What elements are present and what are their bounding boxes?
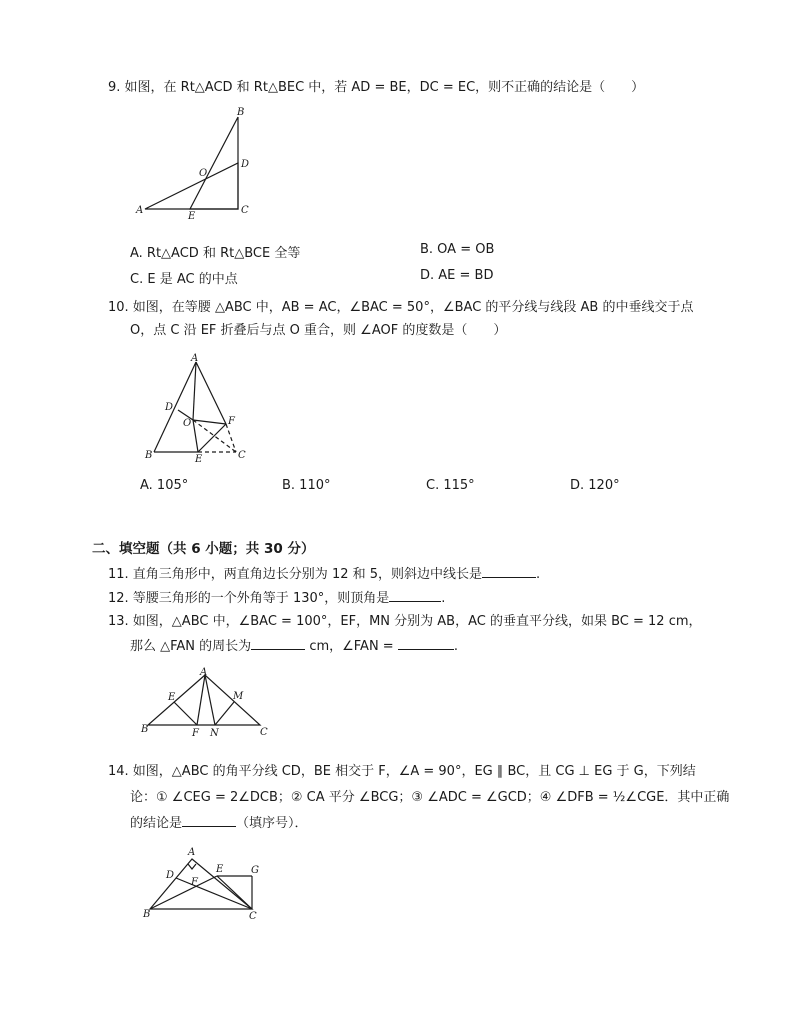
q12-stem: 12. 等腰三角形的一个外角等于 130°，则顶角是 (108, 591, 390, 606)
q14-stem-part-b: （填序号）． (236, 816, 308, 831)
q13-segment-af (197, 675, 205, 725)
q14-figure (140, 843, 275, 928)
q14-label-f: F (191, 877, 198, 888)
q13-stem-line1: 13. 如图，△ABC 中，∠BAC = 100°，EF，MN 分别为 AB，AC 的垂直平分线，如果 BC = 12 cm， (108, 614, 702, 629)
q14-label-c: C (249, 911, 257, 922)
q13-label-c: C (260, 727, 268, 738)
q13-stem-part-b: cm，∠FAN = (309, 639, 394, 654)
q14-label-g: G (251, 865, 259, 876)
q10-triangle-side-ac (196, 362, 226, 424)
q10-segment-of (193, 420, 226, 424)
q10-option-d[interactable]: D. 120° (570, 478, 620, 493)
q13-end: . (453, 639, 458, 654)
q9-label-c: C (241, 205, 249, 216)
q13-label-m: M (233, 691, 244, 702)
q9-figure (130, 105, 260, 225)
q12-end: . (441, 591, 446, 606)
q14-segment-ce (217, 876, 252, 909)
q14-line3 (130, 812, 308, 831)
q11-answer-blank[interactable] (482, 565, 536, 578)
q10-segment-ef (198, 424, 226, 452)
q13-label-a: A (200, 667, 208, 678)
q11 (108, 563, 540, 582)
q10-option-a[interactable]: A. 105° (140, 478, 189, 493)
q14-stem-part-a: 的结论是 (130, 816, 183, 831)
q13-label-b: B (141, 724, 149, 735)
q10-label-e: E (195, 454, 203, 465)
q14-label-e: E (216, 864, 224, 875)
q9-option-d[interactable]: D. AE = BD (420, 268, 494, 283)
q12-answer-blank[interactable] (389, 589, 441, 602)
q14-answer-blank[interactable] (182, 814, 236, 827)
q10-label-b: B (145, 450, 153, 461)
q9-label-e: E (188, 211, 196, 222)
q10-label-f: F (228, 416, 235, 427)
section-2-title: 二、填空题（共 6 小题；共 30 分） (92, 541, 315, 557)
q11-stem: 11. 直角三角形中，两直角边长分别为 12 和 5，则斜边中线长是 (108, 567, 483, 582)
q11-end: . (536, 567, 541, 582)
q10-option-b[interactable]: B. 110° (282, 478, 331, 493)
q10-figure (140, 352, 250, 467)
q10-label-a: A (191, 353, 199, 364)
q13-stem-part-a: 那么 △FAN 的周长为 (130, 639, 252, 654)
q10-label-o: O (183, 418, 192, 429)
q13-label-f: F (192, 728, 199, 739)
q13-angle-blank[interactable] (398, 637, 454, 650)
q14-segment-cd (176, 878, 252, 909)
q14-label-a: A (188, 847, 196, 858)
q10-label-d: D (165, 402, 174, 413)
q10-option-c[interactable]: C. 115° (426, 478, 475, 493)
q10-triangle-side-ab (154, 362, 196, 452)
q10-stem-line1: 10. 如图，在等腰 △ABC 中，AB = AC，∠BAC = 50°，∠BAC 的平分线与线段 AB 的中垂线交于点 (108, 300, 694, 315)
q9-option-b[interactable]: B. OA = OB (420, 242, 495, 257)
q13-label-e: E (168, 692, 176, 703)
q10-segment-ao (193, 362, 196, 420)
q13-perimeter-blank[interactable] (251, 637, 305, 650)
q9-option-a[interactable]: A. Rt△ACD 和 Rt△BCE 全等 (130, 246, 301, 261)
q14-right-angle-mark (188, 864, 196, 869)
q9-triangle-acd (145, 163, 238, 209)
q13-line2 (130, 635, 458, 654)
q13-segment-mn (215, 702, 234, 725)
q9-label-d: D (241, 159, 250, 170)
q14-label-d: D (166, 870, 175, 881)
q13-figure (140, 665, 280, 745)
q10-dashed-fc (226, 424, 236, 452)
q10-segment-oe (193, 420, 198, 452)
q9-option-c[interactable]: C. E 是 AC 的中点 (130, 272, 238, 287)
q10-stem-line2: O，点 C 沿 EF 折叠后与点 O 重合，则 ∠AOF 的度数是（ ） (130, 323, 507, 338)
q14-stem-line2: 论：① ∠CEG = 2∠DCB；② CA 平分 ∠BCG；③ ∠ADC = ∠GCD；④ ∠DFB = ½∠CGE．其中正确 (130, 790, 730, 805)
q9-triangle-bec (190, 117, 238, 209)
q12 (108, 587, 445, 606)
q13-label-n: N (210, 728, 219, 739)
q9-label-a: A (136, 205, 144, 216)
q14-label-b: B (143, 909, 151, 920)
q9-label-o: O (199, 168, 208, 179)
q14-stem-line1: 14. 如图，△ABC 的角平分线 CD，BE 相交于 F，∠A = 90°，EG ∥ BC，且 CG ⊥ EG 于 G，下列结 (108, 764, 696, 779)
q9-stem: 9. 如图，在 Rt△ACD 和 Rt△BEC 中，若 AD = BE，DC = EC，则不正确的结论是（ ） (108, 80, 645, 95)
q9-label-b: B (237, 107, 245, 118)
q13-segment-ef (174, 702, 197, 725)
q10-label-c: C (238, 450, 246, 461)
